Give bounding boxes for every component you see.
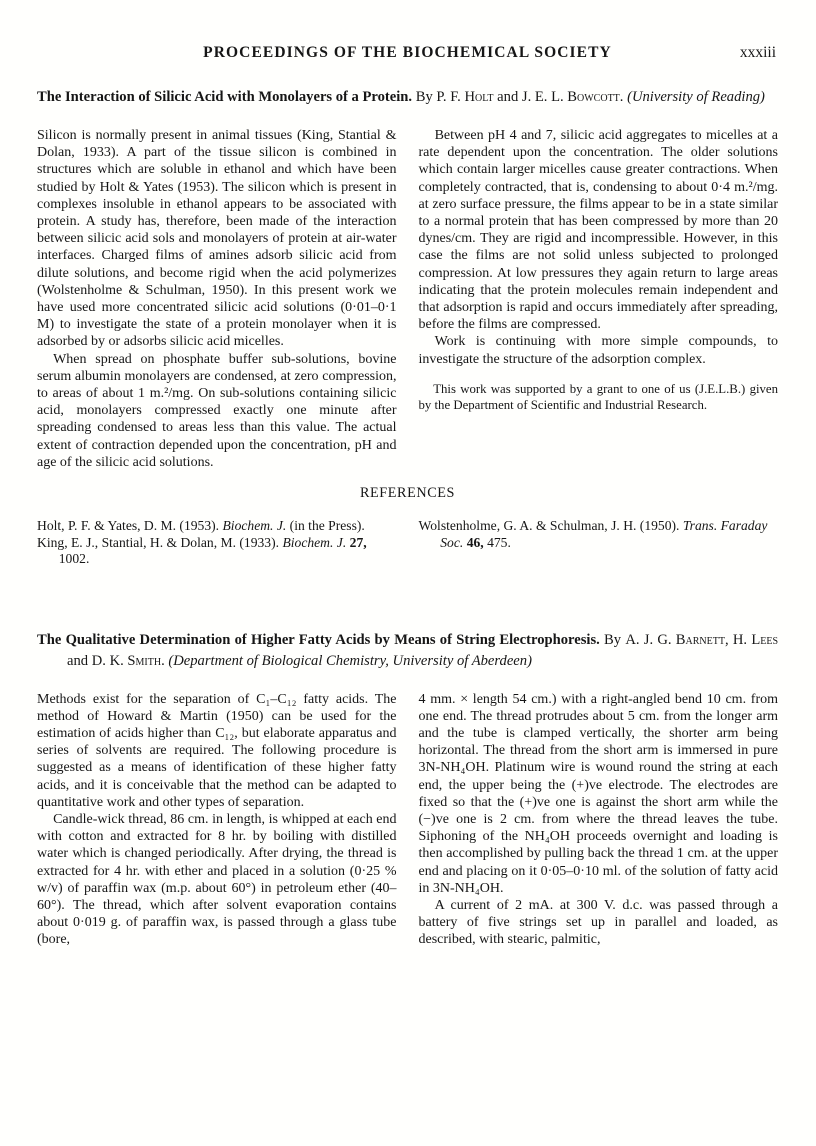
article-2-body	[37, 691, 778, 949]
article-1-byline-and: and	[493, 89, 522, 105]
article-2-byline-by: By	[599, 631, 626, 648]
article-1-byline-by: By	[412, 89, 437, 105]
article-2-left-column	[37, 691, 397, 949]
article-2-right-column	[419, 691, 779, 949]
page-header	[37, 44, 778, 62]
paragraph: Between pH 4 and 7, silicic acid aggregates to micelles at a rate dependent upon the concentration. The older solutions which contain larger micelles cause greater contractions. When completely contracted, that is, condensing to about 0·4 m.²/mg. at zero surface pressure, the films appear to be in a state similar to a normal protein that has been compressed by more than 20 dynes/cm. They are rigid and incompressible. However, in this case the films are not solid unless subjected to prolonged compression. At low pressures they again return to large areas indicating that the protein molecules remain independent and that adsorption is rapid and occurs immediately after spreading, before the films are compressed.	[418, 128, 778, 333]
article-1-author-1: P. F. Holt	[436, 89, 494, 105]
article-1-right-column	[419, 127, 779, 471]
article-1-body	[37, 127, 778, 471]
reference-entry: King, E. J., Stantial, H. & Dolan, M. (1933). Biochem. J. 27, 1002.	[37, 534, 367, 567]
paragraph: Silicon is normally present in animal tissues (King, Stantial & Dolan, 1933). A part of the tissue silicon is combined in structures which are soluble in ethanol and which have been studied by Holt & Yates (1953). The silicon which is present in complexes insoluble in ethanol appears to be associated with protein. A study has, therefore, been made of the interaction between silicic acid sols and monolayers of protein at air-water interfaces. Charged films of amines adsorb silicic acid from dilute solutions, and become rigid when the acid polymerizes (Wolstenholme & Schulman, 1950). In this present work we have used more concentrated silicic acid solutions (0·01–0·1 M) to investigate the state of a protein monolayer when it is adsorbed by or adsorbs silicic acid micelles.	[37, 128, 397, 350]
article-1-left-column	[37, 127, 397, 471]
reference-entry: Wolstenholme, G. A. & Schulman, J. H. (1950). Trans. Faraday Soc. 46, 475.	[418, 518, 768, 550]
journal-title: PROCEEDINGS OF THE BIOCHEMICAL SOCIETY	[203, 44, 612, 61]
article-1-affiliation: (University of Reading)	[623, 89, 765, 105]
article-2-author-1: A. J. G. Barnett, H. Lees	[625, 631, 779, 648]
references-right-column	[419, 518, 779, 568]
article-2-affiliation: (Department of Biological Chemistry, University of Aberdeen)	[164, 652, 532, 669]
page-number: xxxiii	[739, 44, 776, 61]
article-1-title	[37, 87, 778, 108]
article-1-author-2: J. E. L. Bowcott.	[521, 89, 624, 105]
paragraph: Work is continuing with more simple compounds, to investigate the structure of the adsorption complex.	[418, 334, 778, 367]
article-1-title-text: The Interaction of Silicic Acid with Monolayers of a Protein.	[37, 89, 413, 105]
paragraph: Methods exist for the separation of C₁–C₁₂ fatty acids. The method of Howard & Martin (1950) can be used for the estimation of acids higher than C₁₂, but elaborate apparatus and series of solvents are required. The following procedure is suggested as a means of identification of these higher fatty acids, and it is conceivable that the method can be adapted to quantitative work and other types of separation.	[37, 691, 397, 810]
references-heading: REFERENCES	[359, 485, 456, 502]
paragraph: When spread on phosphate buffer sub-solutions, bovine serum albumin monolayers are condensed, at zero compression, to areas of about 1 m.²/mg. On sub-solutions containing silicic acid, monolayers compressed exactly one minute after spreading condensed to areas less than this value. The actual extent of contraction depended upon the concentration, pH and age of the silicic acid solutions.	[37, 351, 397, 470]
acknowledgment-note: This work was supported by a grant to one of us (J.E.L.B.) given by the Department of Scientific and Industrial Research.	[418, 381, 778, 412]
article-2-title-text: The Qualitative Determination of Higher Fatty Acids by Means of String Electrophoresis.	[37, 631, 600, 648]
references-left-column	[37, 518, 397, 568]
article-2-title	[37, 630, 778, 672]
references-section	[37, 518, 778, 568]
article-2-author-2: D. K. Smith.	[91, 652, 165, 669]
reference-entry: Holt, P. F. & Yates, D. M. (1953). Biochem. J. (in the Press).	[37, 518, 365, 534]
paragraph: Candle-wick thread, 86 cm. in length, is whipped at each end with cotton and extracted for 8 hr. by boiling with distilled water which is changed periodically. After drying, the thread is extracted for 4 hr. with ether and placed in a solution (0·25 % w/v) of paraffin wax (m.p. about 60°) in petroleum ether (40–60°). The thread, which after solvent evaporation contains about 0·019 g. of paraffin wax, is passed through a glass tube (bore,	[37, 811, 397, 948]
paragraph: A current of 2 mA. at 300 V. d.c. was passed through a battery of five strings set up in parallel and loaded, as described, with stearic, palmitic,	[418, 898, 778, 948]
article-string-electrophoresis	[37, 630, 778, 949]
article-silicic-acid	[37, 87, 778, 568]
article-2-byline-and: and	[67, 652, 92, 669]
paragraph: 4 mm. × length 54 cm.) with a right-angled bend 10 cm. from one end. The thread protrudes about 5 cm. from the longer arm and the tube is clamped vertically, the shorter arm being horizontal. The thread from the short arm is immersed in pure 3N-NH₄OH. Platinum wire is wound round the string at each end, the upper being the (+)ve electrode. The electrodes are fixed so that the (+)ve one is against the short arm while the (−)ve one is 2 cm. from where the thread leaves the tube. Siphoning of the NH₄OH proceeds overnight and loading is then accomplished by pulling back the thread 1 cm. at the upper end and placing on it 0·05–0·10 ml. of the solution of fatty acid in 3N-NH₄OH.	[418, 691, 778, 896]
